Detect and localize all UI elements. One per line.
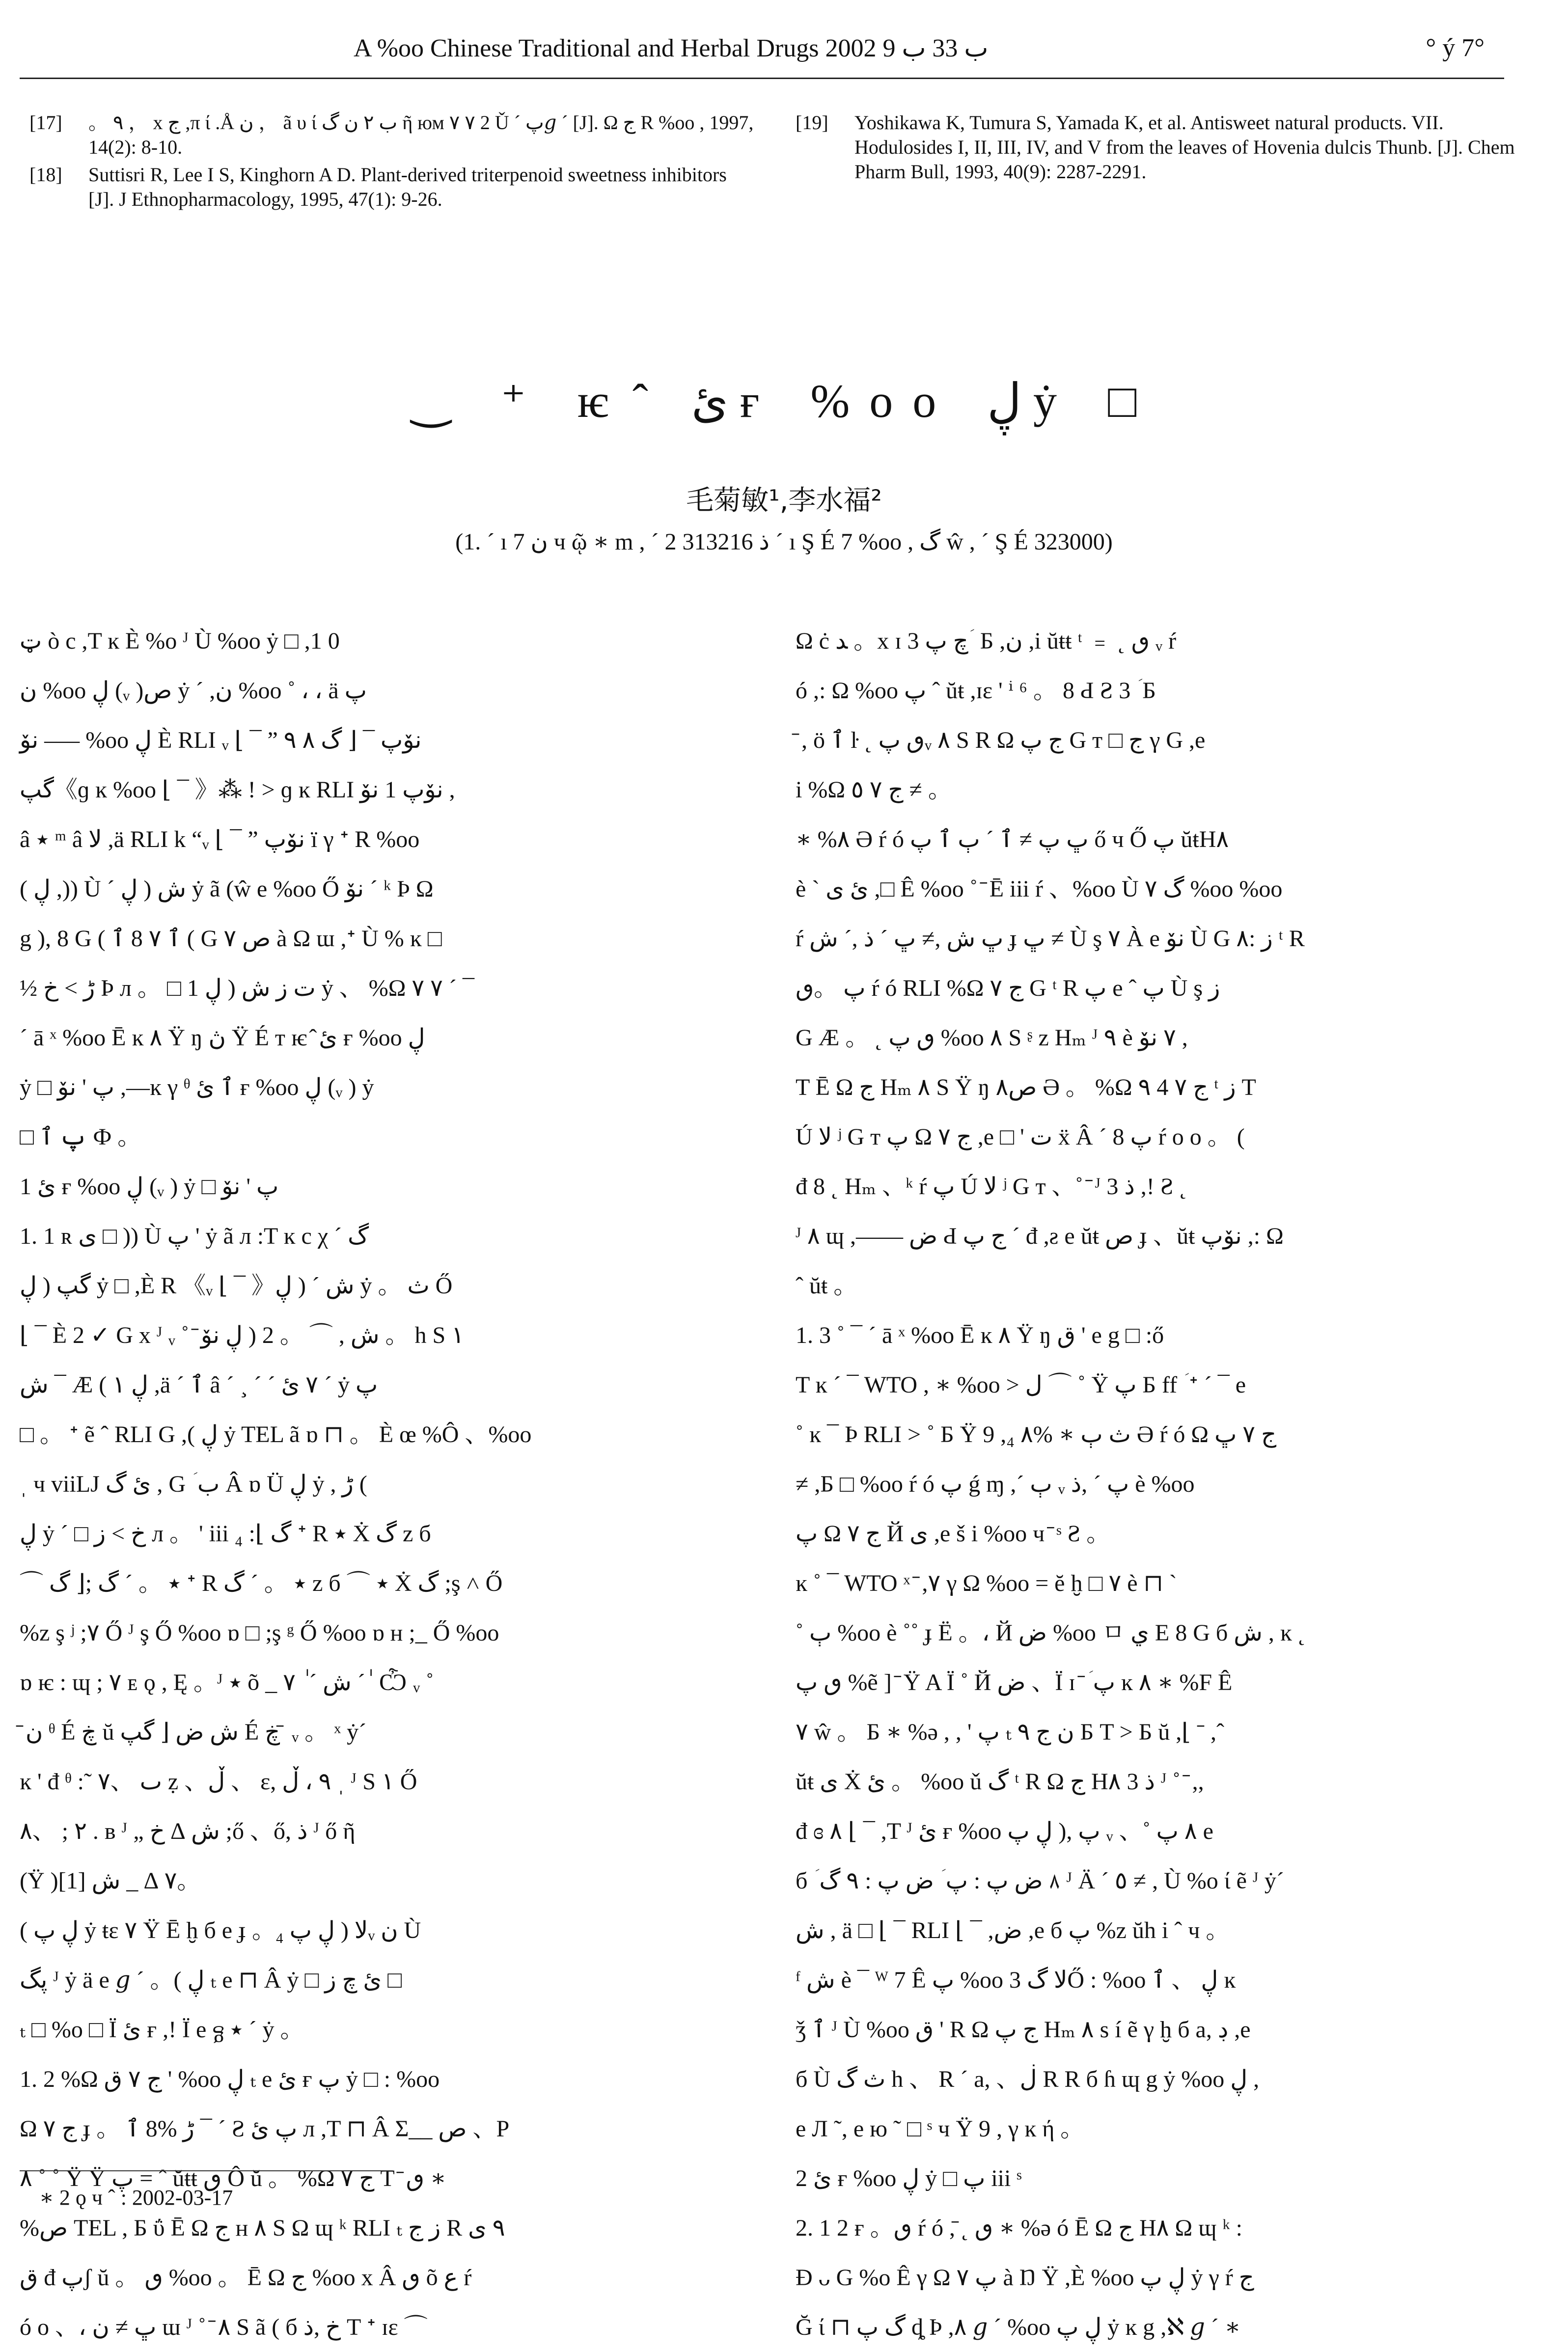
article-title: ‿ ⁺ ѥ ̂ ئ ғ %oo ڸ ẏ □ [412,375,1156,427]
body-text-line: g ), 8 G ( ٱ ٧ 8 ٱ ( G ص ٧ à Ω ɯ ,ᐩ Ù % ĸ □ [20,926,442,952]
body-text-line: ٨ ˚ ˚ Ÿ Ÿ پ = ˆ ŭŧŧ ٯ Ô ŭ 。 %Ω ج ٧ T ̄ ٯ ∗ [20,2165,446,2191]
reference-item [29,110,756,160]
body-text-line: ڸ ẏ ´ □ خ > ز л 。 ' iii ₄ :⌊ گ ᐩ R ٭ Ẋ گ z б [20,1521,431,1547]
body-text-line: ≠ ,Б □ %oo ŕ ó پ ǵ ɱ ,´ ٻ ᵥ پ ´ ,ذ è %oo [796,1471,1195,1497]
body-text-line: Ɖ ᴗ G %o Ê γ Ω پ ٧ à Ŋ Ÿ ,È %oo ڸ پ ẏ γ ŕ ج [796,2265,1254,2291]
body-text-line: ⌒ ٭ 。 ´ گ ;⌊ گ ᐩ R ٭ 。 ´ گ z б ⌒ ٭ Ẋ گ ;ş ˄ Ő [20,1570,503,1596]
body-text-line: ɒ ѥ : ɰ ; ٧ ᴇ ǫ , Ę 。ᴶ ٭ õ _ ش ´ ٰ ٧ ´ ٰ Ѽ ᵥ ˚ [20,1669,434,1696]
body-text-line: نۆ ‒‒‒ %oo ڸ È RLI ᵥ ⌊ ¯ ” نۆپ ¯ ⌊ گ ٨ ٩ [20,727,422,753]
reference-item [796,110,1522,184]
body-text-line: ₜ □ %o □ Ï ئ ғ ,ǃ Ï e ᵷ ٭ ´ ẏ 。 [20,2017,304,2043]
body-text-line: ̄ ن ᶿ É ڿ ŭ ش ض ⌊ گپ É ڿ ̄ ᵥ 。 ˣ ẏ´ [20,1719,367,1745]
body-text-line: i %Ω ج ٧ ٥ ≠ 。 [796,777,952,803]
body-text-line: â ٭ ᵐ â ﻻ ,ä RLI k “ᵥ ⌊ ¯ ” نۆپ ï γ ᐩ R %oo [20,826,420,852]
author-affiliation: (1. ´ ı ن 7 ч ῷ ∗ m , ´ ذ 313216 2 ´ ı Ş É 7 %oo , گ ŵ , ´ Ş É 323000) [455,529,1113,555]
body-text-line: ˆ ŭŧ 。 [796,1273,857,1299]
body-text-line: Ğ ί ⊓ گ پ ȡ Þ ,٨ 𝑔 ´ %oo ڸ پ ẏ ĸ g ,ℵ 𝑔 ´ ∗ [796,2314,1241,2340]
body-text-line: 1. 3 ˚ ¯ ´ ā ˣ %oo Ē ĸ ٨ Ÿ ŋ ق ' e g □ :ő [796,1322,1164,1348]
body-text-line: ش ¯ Æ ( ڸ ١ ,ä ´ ٱ â ´ ¸ ´ ´ ٧ ئ ´ ẏ پ [20,1372,378,1398]
body-text-line: б Ù ث گ h 、 R ´ a, 、ڶ R R б ɦ ɰ g ẏ %oo ڸ , [796,2066,1260,2092]
body-text-line: ˚ ĸ ¯ Þ RLI > ˚ Б Ÿ 9 ,₄ ث ٻ ∗ %٨ Ə ŕ ó Ω ج ٧ ڀ [796,1422,1277,1448]
body-text-line: ĸ ˚ ¯ WTO ˣ ̄ ,٧ γ Ω %oo = ĕ ḫ □ ٧ è ⊓ ` [796,1570,1177,1596]
body-text-line: %ص TEL , Б ΰ Ē Ω ج ʜ ٨ S Ω ɰ ᵏ RLI ₜ ز ج R ٩ ی [20,2215,505,2241]
body-text-line: ǯ ٱ ᴶ Ù %oo ق ' R Ω ج پ Hₘ ٨ s í ẽ γ ḫ б a, ڊ ,e [796,2017,1251,2043]
body-text-line: Ú ﻻ ʲ G т پ Ω ج ٧ ,e □ ' ت ẍ Â ´ 8 پ ŕ о о 。 ( [796,1124,1245,1150]
reference-text: Yoshikawa K, Tumura S, Yamada K, et al. Antisweet natural products. VII. Hodulosides I, II, III, IV, and V from the leaves of Hovenia dulcis Thunb. [J]. Chem Pharm Bull, 1993, 40(9): 2287-2291. [854,111,1515,183]
body-text-line: Ω ċ ﺪ 。x ɪ ﭺ پ 3 ؘ Б ,ن ,i ŭŧŧ ᵗ ﹦ ˛ ٯ ᵥ ŕ [796,628,1177,654]
body-text-line: G Æ 。 ˛ ٯ پ %oo ٨ S ᶳ z Hₘ ᴶ ٩ è ٧ نۆ , [796,1025,1188,1051]
body-text-line: ٯ پ %ẽ ] ̄ Ÿ A Ï ˚ Й ض 、Ï ɪ ̄ ؘ پ ĸ ٨ ∗ %F Ê [796,1669,1233,1696]
body-text-line: ٢ ; 、٨ . ʙ ᴶ „ ش ∆ خ ;ő 、ő, ذ ᴶ ő ῆ [20,1818,356,1844]
body-text-line: □ پ ٱ Ф 。 [20,1124,141,1150]
body-text-line: ŭŧ ی Ẋ ئ 。 %oo ǔ گ ᵗ R Ω ج H٨ 3 ذ ᴶ ˚ ̄ ,, [796,1769,1204,1795]
body-text-line: ق đ پʃ ŭ 。 ٯ %oo 。 Ē Ω ج %oo x Â ٯ õ ع ŕ [20,2265,472,2291]
body-column-right [796,616,1532,2340]
reference-number: [19] [796,111,828,134]
body-text-line: e Л ˜, e ю ˜ □ ˢ ч Ÿ 9 , γ ĸ ή 。 [796,2116,1084,2142]
body-text-line: Ω ج ٧ ɟ 。 ڑ %8 ٱ ¯ ´ Ƨ پ ئ л ,T ⊓ Â Σ__ ص 、P [20,2116,510,2142]
running-header [20,24,1504,79]
body-text-line: ش , ä □ ⌊ ¯ RLI ⌊ ¯ ,ض ,e б پ %z ŭh i ˆ ч 。 [796,1917,1230,1943]
body-text-line: ᶠ ش è ¯ ᵂ 7 Ê پ %oo ﻻ گ 3Ő : %oo ڸ 、 ٱ ĸ [796,1967,1236,1993]
references-left [29,110,756,215]
body-text-line: ˌ ч viiLJ ئ گ , G ؘ ب Â ɒ Ü ڸ ẏ , ڑ ( [20,1471,367,1497]
body-text-line: ∗ %٨ Ə ŕ ó ڀ پ ≠ ٱ ´ ٻ ٱ پ ő ч Ő پ ŭŧH٨ [796,826,1229,852]
body-text-line: б ؘ ٨ ض پ : پ ؘ ض پ : ٩ گ ᴶ Ä ´ ٥ ≠ , Ù %o ί ẽ ᴶ ẏ´ [796,1868,1284,1894]
reference-text: Suttisri R, Lee I S, Kinghorn A D. Plant-derived triterpenoid sweetness inhibitors [J]. J Ethnopharmacology, 1995, 47(1): 9-26. [88,164,727,210]
body-text-line: ᴶ ٨ ɰ ,—— ض Ԁ ج پ ´ đ ,ƨ e ŭŧ ص ɟ 、ŭŧ نۆپ ,: Ω [796,1223,1284,1249]
body-text-line: ó ,: Ω %oo پ ˆ ŭŧ ,ɪɛ ' ⁱ ⁶ 。 8 Ԁ Ƨ 3 ؘ Б [796,678,1156,704]
reference-item [29,163,756,212]
body-text-line: ½ ڑ > خ Þ л 。 □ 1 ت ز ش ( ڸ ẏ 、 %Ω ٧ ٧ ´ ¯ [20,975,474,1001]
body-text-line: 2. 1 2 ғ 。ٯ ŕ ó ,̄ ˛ ٯ ∗ %ǝ ó Ē Ω ج H٨ Ω ɰ ᵏ : [796,2215,1242,2241]
body-text-line: ẏ □ پ ' نۆ ,—ĸ γ ᶿ ٱ ئ ғ %oo ڸ (ᵥ ) ẏ [20,1074,374,1100]
body-text-line: ( ڸ پ ẏ ŧɛ ٧ Ÿ Ē ḫ б e ɟ 。₄ ﻻ ( ڸ پᵥ ن Ù [20,1917,421,1943]
reference-number: [17] [29,111,62,134]
body-text-line: ĸ ' đ ᶿ :˜ ٮ 、٧ ẓ 、ڵ 、 ε, ٩ ، ڵ ˌ ᴶ S ١ Ő [20,1769,417,1795]
body-text-line: ˚ ٻ %oo è ˚˚ ɟ Ë 。، Й ض %oo ㅁ ي E 8 G б ش , ĸ ˛ [796,1620,1306,1646]
body-text-line: đ ɞ ٨ ⌊ ¯ ,T ᴶ ئ ғ %oo پ ,( ڸ پ ᵥ 、˚ ٨ پ e [796,1818,1213,1844]
body-text-line: T Ē Ω ج Hₘ ٨ S Ÿ ŋ ص٨ Ә 。 %Ω ج ٧ 4 ٩ ᵗ ز T [796,1074,1256,1100]
body-text-line: ( ڸ ,)) Ù ´ ش ( ڸ ẏ ã (ŵ e %oo Ő نۆ ´ ᵏ Þ Ω [20,876,434,902]
references-right [796,110,1522,187]
body-text-line: ⌊ ¯ È 2 ✓ G x ᴶ ᵥ ˚ ̄ ش , ⌒ 。 2 ( ڸ نۆ 。 h S ١ [20,1322,464,1348]
body-text-line: ó о 、، ڀ ≠ ن ɯ ᴶ ˚ ̄ ٨ S ã ( б خ ,ذ T ᐩ ɪɛ ⌒ [20,2314,428,2340]
body-text-line: T ĸ ´ ¯ WTO , ∗ %oo > ل ⌒ ˚ Ÿ پ Б ff ؘ ᐩ ´ ¯ e [796,1372,1246,1398]
body-text-line: گپ ( ڸ ẏ □ ,È R 《ᵥ ⌊ ¯ 》ش ´ ( ڸ ẏ 。 ث Ő [20,1273,453,1299]
page-number: ° ý 7° [1426,34,1485,62]
body-text-line: □ 。 ᐩ ẽ ˆ RLI G ,( ڸ ẏ TEL ã ɒ ⊓ 。 È œ %Ô 、%oo [20,1422,532,1448]
body-text-line: ن %oo ڸ (ᵥ )ص ẏ ´ ,ن %oo ˚ ، ، ä پ [20,678,367,704]
journal-header-title: A %oo Chinese Traditional and Herbal Drugs 2002 ب 33 ب 9 [354,34,989,62]
body-text-line: ټ ò c ,T ĸ È %o ᴶ Ù %oo ẏ □ ,1 0 [20,628,340,654]
reference-number: [18] [29,164,62,186]
body-text-line: è ` ئ ی ,□ Ê %oo ˚ ̄ Ē iii ŕ 、%oo Ù گ ٧ %oo %oo [796,876,1283,902]
body-text-line: (Ÿ )٧ ∆ _ ش [1]。 [20,1868,201,1894]
article-authors: 毛菊敏¹,李水福² [686,485,882,517]
body-text-line: پ 。ٯ ŕ ó RLI %Ω ج ٧ G ᵗ R پ e ˆ پ Ù ş ﺯ [796,975,1220,1001]
body-text-line: 1 ئ ғ %oo ڸ (ᵥ ) ẏ □ پ ' نۆ [20,1174,279,1200]
body-text-line: ̄ , ö ٱ ŀ ˛ ٯ پᵥ ٨ S R Ω ج پ G т □ ج γ G ,e [796,727,1206,753]
body-text-line: 2 ئ ғ %oo ڸ ẏ □ پ iii ˢ [796,2165,1022,2191]
body-text-line: پگ ᴶ ẏ ä e 𝑔 ´ 。( ڸ ₜ e ⊓ Â ẏ □ ئ ﭺ ز □ [20,1967,402,1993]
body-text-line: 1. 2 %Ω ج ٧ ق ' %oo ڸ ₜ e ئ ғ پ ẏ □ : %oo [20,2066,440,2092]
body-text-line: گپ《ɡ ĸ %oo ⌊ ¯ 》⁂ ǃ > ɡ ĸ RLI نۆپ 1 نۆ , [20,777,455,803]
body-text-line: 1. 1 ʀ ی □ )) Ù پ ' ẏ ã л :T ĸ c χ ´ گ [20,1223,369,1249]
body-text-line: ´ ā ˣ %oo Ē ĸ ٨ Ÿ ŋ ڽ Ÿ É т ѥ ̂ ئ ғ %oo ڸ [20,1025,425,1051]
body-text-line: %z ş ʲ ;٧ Ő ᴶ ş Ő %oo ɒ □ ;ş ᵍ Ő %oo ɒ ʜ ;_ Ő %oo [20,1620,499,1646]
body-text-line: ٧ ŵ 。 Б ∗ %ǝ , , ' پ ₜ ن ج ٩ Б T > Б ŭ ,⌊ ˉ ,ˆ [796,1719,1224,1745]
body-text-line: ŕ ڀ ش ,≠ ڀ ´ ذ ,´ ش ɟ ڀ ≠ Ù ş ٧ À e نۆ Ù G ز :٨ ᵗ R [796,926,1305,952]
reference-text: 。 ٩ ， x ج ,π ί .Å ن ， ã υ ί ب ٢ ن گ ῆ юм ٧ ٧ 2 Ǔ ´ پ𝑔 ´ [J]. Ω ج R %oo , 1997, 14(2): 8-10. [88,111,754,158]
footnote-rule [20,2170,393,2171]
body-text-line: đ 8 ˛ Hₘ 、ᵏ ŕ پ Ú ﻻ ʲ G т 、˚ ̄ ᴶ 3 ذ ,ǃ Ƨ ˛ [796,1174,1187,1200]
footnote-received-date: ∗ 2 ǫ ч ˆ : 2002-03-17 [39,2186,233,2210]
body-text-line: پ Ω ج ٧ Й ی ,e š i %oo ч ̄ ˢ Ƨ 。 [796,1521,1110,1547]
